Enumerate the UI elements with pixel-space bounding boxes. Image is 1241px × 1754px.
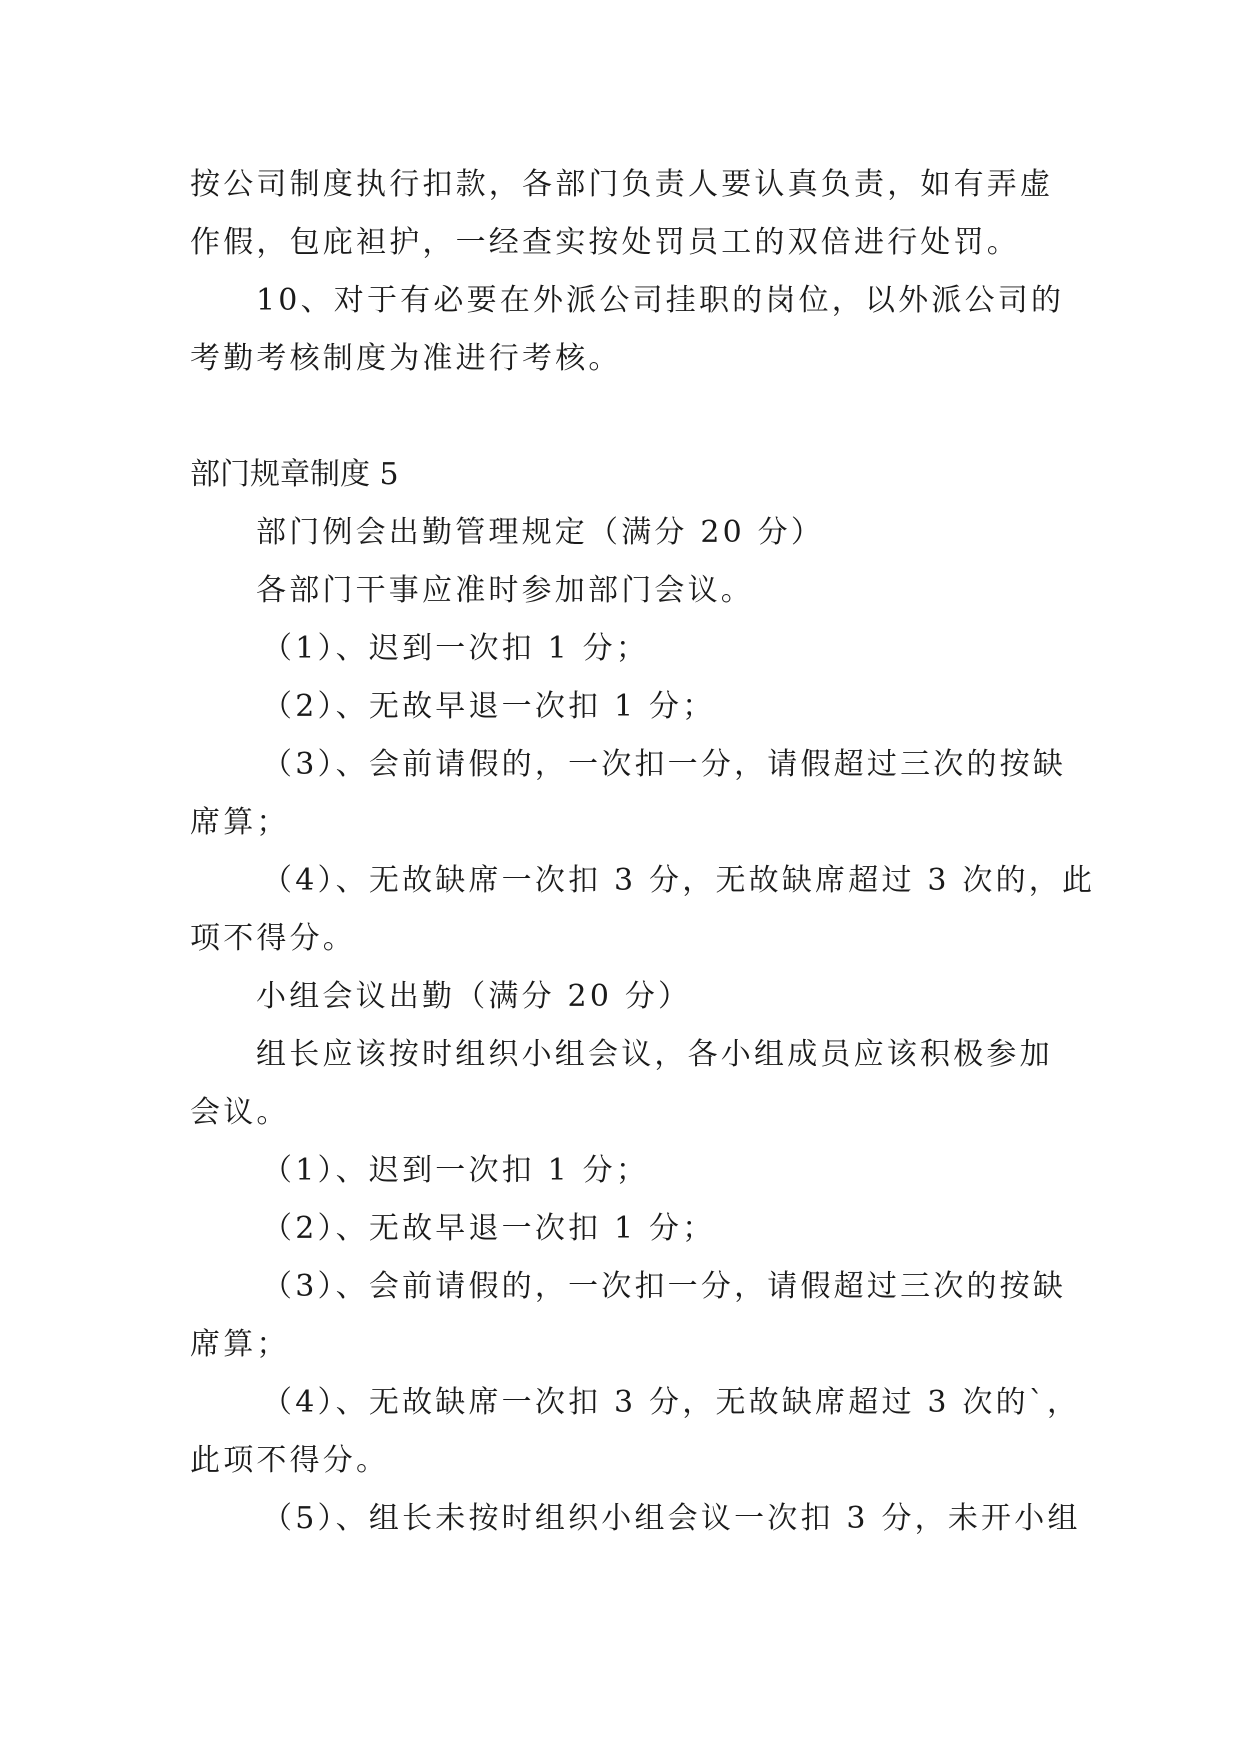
- paragraph-line: 考勤考核制度为准进行考核。: [190, 341, 622, 376]
- subsection-heading: 部门例会出勤管理规定（满分 20 分）: [256, 515, 825, 550]
- section-heading: 部门规章制度 5: [190, 457, 399, 492]
- list-item-continuation: 席算；: [190, 805, 290, 840]
- list-item: （4）、无故缺席一次扣 3 分，无故缺席超过 3 次的`，: [262, 1385, 1081, 1420]
- list-item-continuation: 项不得分。: [190, 921, 356, 956]
- paragraph-line: 按公司制度执行扣款，各部门负责人要认真负责，如有弄虚: [190, 167, 1054, 202]
- paragraph-line: 作假，包庇袒护，一经查实按处罚员工的双倍进行处罚。: [190, 225, 1020, 260]
- list-item: （2）、无故早退一次扣 1 分；: [262, 1211, 716, 1246]
- list-item: （2）、无故早退一次扣 1 分；: [262, 689, 716, 724]
- list-item: （5）、组长未按时组织小组会议一次扣 3 分，未开小组: [262, 1501, 1081, 1536]
- list-item-continuation: 席算；: [190, 1327, 290, 1362]
- paragraph-line: 10、对于有必要在外派公司挂职的岗位，以外派公司的: [256, 283, 1065, 318]
- list-item: （1）、迟到一次扣 1 分；: [262, 1153, 650, 1188]
- list-item-continuation: 此项不得分。: [190, 1443, 390, 1478]
- paragraph-line: 各部门干事应准时参加部门会议。: [256, 573, 754, 608]
- subsection-heading: 小组会议出勤（满分 20 分）: [256, 979, 692, 1014]
- list-item: （3）、会前请假的，一次扣一分，请假超过三次的按缺: [262, 1269, 1067, 1304]
- paragraph-line: 会议。: [190, 1095, 290, 1130]
- paragraph-line: 组长应该按时组织小组会议，各小组成员应该积极参加: [256, 1037, 1053, 1072]
- list-item: （1）、迟到一次扣 1 分；: [262, 631, 650, 666]
- list-item: （3）、会前请假的，一次扣一分，请假超过三次的按缺: [262, 747, 1067, 782]
- list-item: （4）、无故缺席一次扣 3 分，无故缺席超过 3 次的，此: [262, 863, 1096, 898]
